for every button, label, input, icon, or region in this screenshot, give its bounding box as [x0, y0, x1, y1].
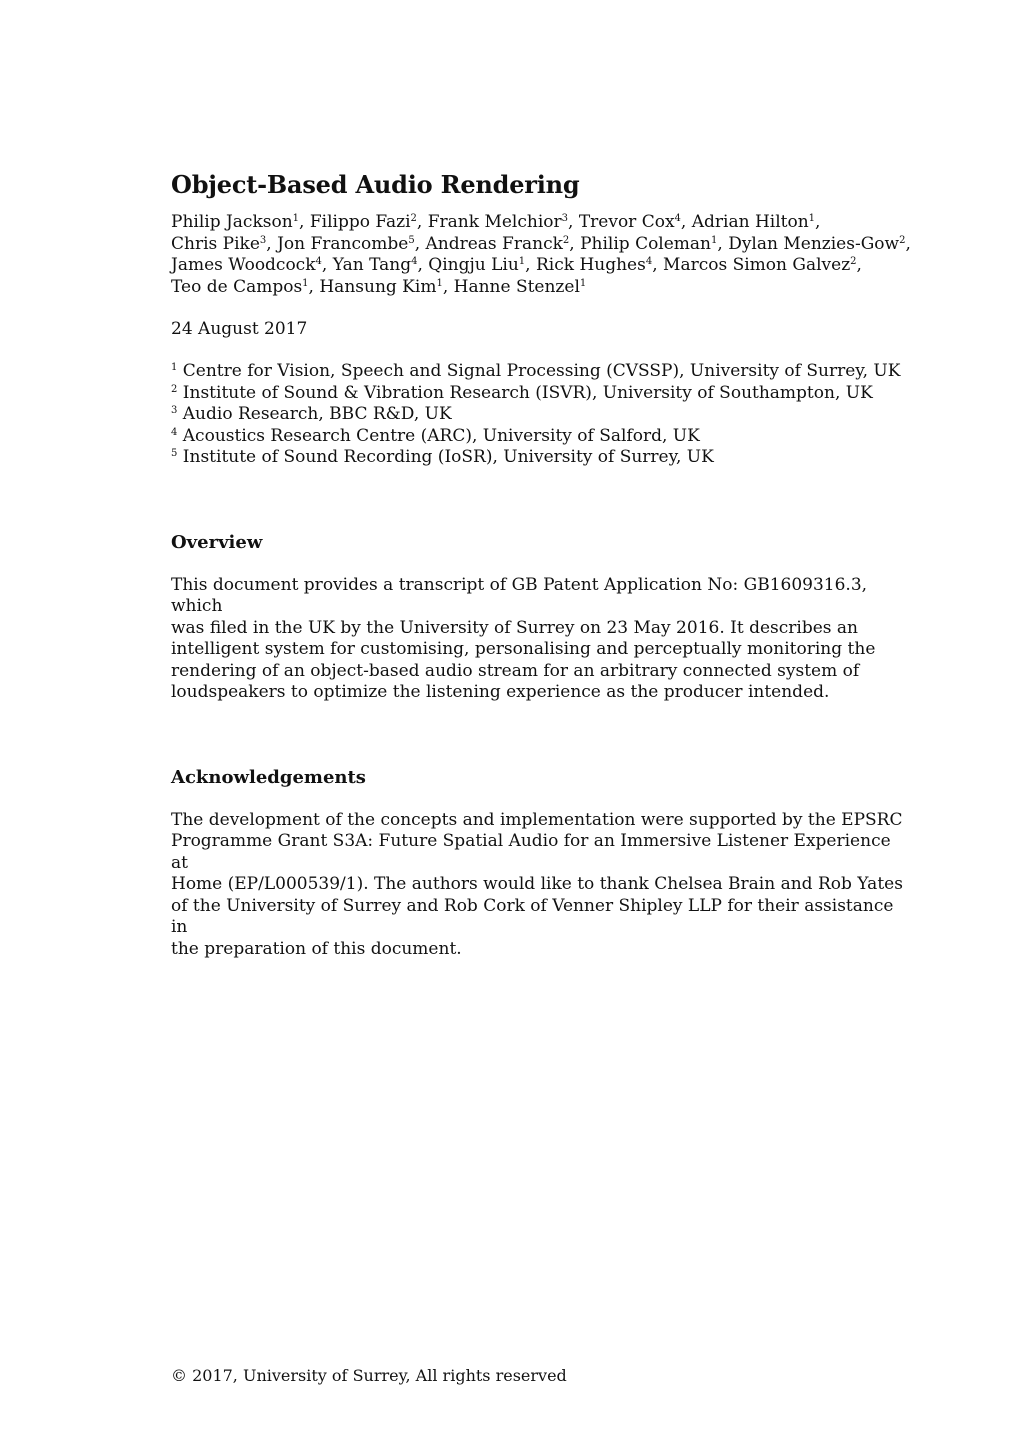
author: Jon Francombe$^5$, — [277, 233, 426, 254]
author: Trevor Cox$^4$, — [578, 212, 692, 232]
acknowledgements-line: of the University of Surrey and Rob Cork of Venner Shipley LLP for their assistance in — [171, 895, 894, 938]
author: Rick Hughes$^4$, — [535, 255, 664, 276]
acknowledgements-line: The development of the concepts and implementation were supported by the EPSRC — [171, 809, 903, 830]
affiliation-item: $^5$ Institute of Sound Recording (IoSR), University of Surrey, UK — [171, 447, 714, 468]
overview-heading: Overview — [171, 531, 263, 553]
author: Marcos Simon Galvez$^2$, — [663, 255, 862, 276]
author: Qingju Liu$^1$, — [428, 255, 536, 276]
author-line — [171, 212, 911, 234]
author: Philip Coleman$^1$, — [580, 233, 729, 254]
author-line — [171, 255, 911, 277]
overview-line: This document provides a transcript of GB Patent Application No: GB1609316.3, which — [171, 574, 868, 617]
author-line — [171, 234, 911, 256]
overview-line: was filed in the UK by the University of Surrey on 23 May 2016. It describes an — [171, 617, 858, 638]
acknowledgements-section — [171, 766, 911, 961]
author: Chris Pike$^3$, — [171, 233, 278, 254]
acknowledgements-line: Home (EP/L000539/1). The authors would like to thank Chelsea Brain and Rob Yates — [171, 874, 903, 895]
overview-body — [171, 575, 911, 704]
affiliation-item: $^3$ Audio Research, BBC R&D, UK — [171, 404, 452, 425]
affiliation-item: $^2$ Institute of Sound & Vibration Research (ISVR), University of Southampton, UK — [171, 382, 873, 403]
author: Filippo Fazi$^2$, — [309, 212, 428, 232]
author: Yan Tang$^4$, — [332, 255, 429, 276]
author: Teo de Campos$^1$, — [171, 276, 320, 297]
acknowledgements-heading: Acknowledgements — [171, 766, 366, 788]
publication-date: 24 August 2017 — [171, 319, 308, 340]
author: Philip Jackson$^1$, — [171, 212, 310, 232]
author-line — [171, 277, 911, 299]
document-page — [171, 168, 911, 960]
acknowledgements-line: Programme Grant S3A: Future Spatial Audio for an Immersive Listener Experience at — [171, 831, 891, 873]
author: Adrian Hilton$^1$, — [691, 212, 821, 232]
affiliation-item: $^1$ Centre for Vision, Speech and Signal Processing (CVSSP), University of Surrey, UK — [171, 361, 901, 382]
document-title: Object-Based Audio Rendering — [171, 170, 580, 199]
author-list — [171, 212, 911, 298]
author: Hanne Stenzel$^1$ — [453, 276, 587, 297]
overview-section — [171, 531, 911, 704]
author: Hansung Kim$^1$, — [319, 276, 454, 297]
affiliation-list — [171, 361, 911, 469]
acknowledgements-body — [171, 810, 911, 961]
author: Dylan Menzies-Gow$^2$, — [728, 233, 911, 254]
author: Andreas Franck$^2$, — [425, 233, 581, 254]
author: James Woodcock$^4$, — [171, 255, 333, 276]
author: Frank Melchior$^3$, — [427, 212, 579, 232]
overview-line: intelligent system for customising, personalising and perceptually monitoring the — [171, 639, 876, 660]
overview-line: rendering of an object-based audio stream for an arbitrary connected system of — [171, 660, 860, 681]
copyright-footer: © 2017, University of Surrey, All rights reserved — [171, 1366, 567, 1385]
overview-line: loudspeakers to optimize the listening experience as the producer intended. — [171, 682, 830, 703]
acknowledgements-line: the preparation of this document. — [171, 938, 462, 959]
affiliation-item: $^4$ Acoustics Research Centre (ARC), University of Salford, UK — [171, 425, 700, 446]
